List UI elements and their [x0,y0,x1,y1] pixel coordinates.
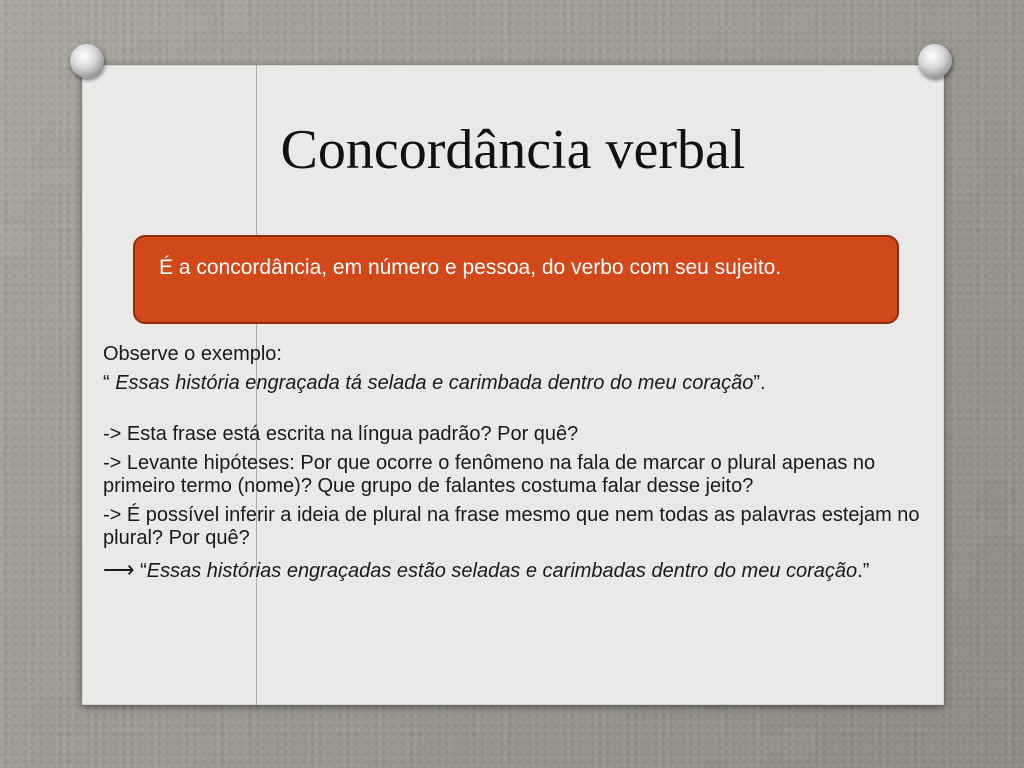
question-1: -> Esta frase está escrita na língua padrão? Por quê? [103,423,579,445]
definition-text: É a concordância, em número e pessoa, do verbo com seu sujeito. [159,256,782,279]
answer-close-quote: .” [857,560,870,582]
definition-callout [133,235,899,324]
question-3: -> É possível inferir a ideia de plural na frase mesmo que nem todas as palavras estejam no plural? Por quê? [103,504,920,549]
slide-body [103,343,933,583]
example-text: Essas história engraçada tá selada e carimbada dentro do meu coração [115,372,754,394]
example-sentence [103,372,933,395]
slide-title: Concordância verbal [280,119,746,181]
question-2: -> Levante hipóteses: Por que ocorre o fenômeno na fala de marcar o plural apenas no primeiro termo (nome)? Que grupo de falantes costuma falar desse jeito? [103,452,876,497]
observe-label: Observe o exemplo: [103,343,282,365]
answer-text: Essas histórias engraçadas estão seladas e carimbadas dentro do meu coração [146,560,858,582]
answer-sentence [103,558,933,583]
example-close-quote: ”. [753,372,766,394]
pushpin-right-icon [918,44,952,78]
example-open-quote: “ [103,372,116,394]
pushpin-left-icon [70,44,104,78]
answer-open-quote: “ [134,560,147,582]
arrow-icon: ⟶ [103,557,135,582]
